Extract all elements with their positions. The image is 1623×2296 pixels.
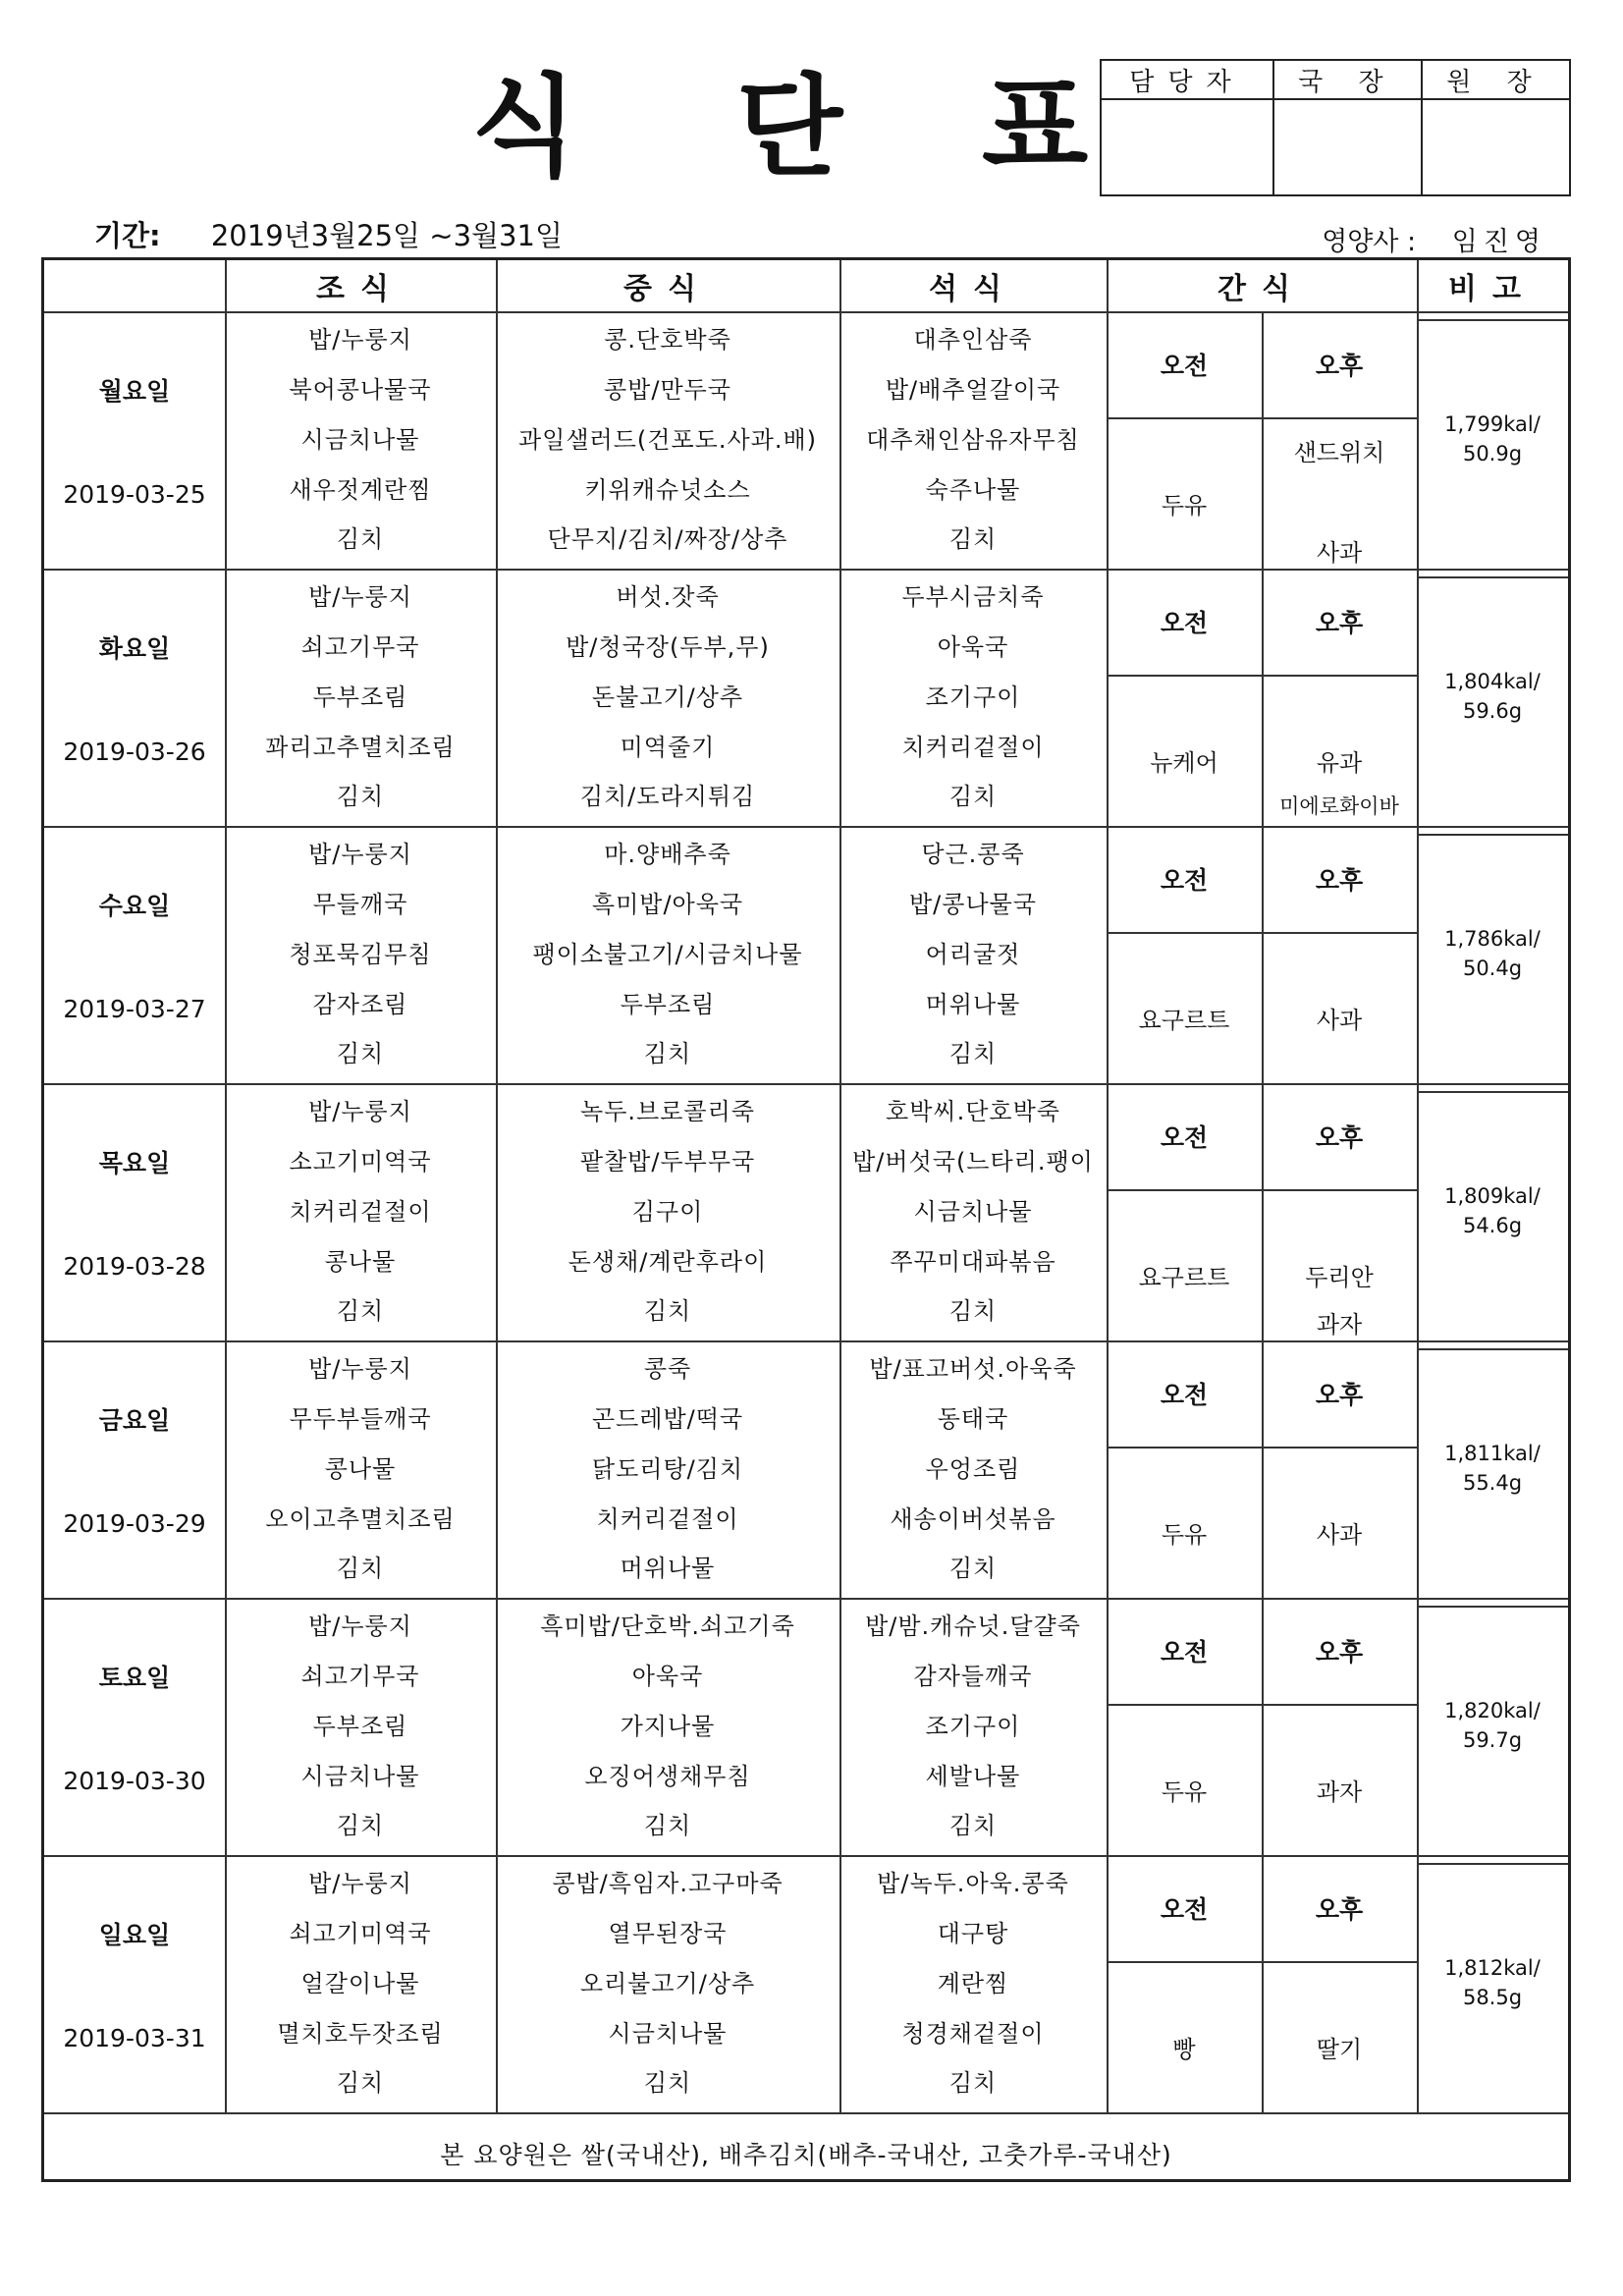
- menu-item: 소고기미역국: [289, 1148, 432, 1175]
- column-header-lunch: 중식: [623, 272, 712, 306]
- snack-am-item: 두유: [1161, 1521, 1208, 1549]
- menu-item: 쇠고기무국: [300, 633, 420, 661]
- note-line: 1,786kal/: [1444, 927, 1541, 951]
- menu-item: 두부조림: [312, 683, 408, 711]
- snack-am-label: 오전: [1160, 1381, 1209, 1409]
- menu-item: 치커리겉절이: [289, 1197, 432, 1226]
- meal-dinner: [839, 573, 1107, 822]
- snack-divider: [1107, 1447, 1417, 1449]
- meal-breakfast: [225, 573, 496, 822]
- meal-dinner: [839, 315, 1107, 565]
- menu-item: 밥/표고버섯.아욱죽: [869, 1355, 1077, 1384]
- snack-am-label: 오전: [1160, 1638, 1209, 1667]
- note-line: 1,804kal/: [1444, 670, 1541, 693]
- menu-item: 숙주나물: [925, 475, 1021, 504]
- snack-am-label: 오전: [1160, 1895, 1209, 1924]
- period: [94, 214, 563, 254]
- menu-item: 청경채겉절이: [901, 2019, 1045, 2048]
- snack-pm-item: 두리안: [1305, 1264, 1374, 1291]
- menu-item: 콩죽: [643, 1355, 692, 1384]
- menu-item: 호박씨.단호박죽: [886, 1098, 1060, 1126]
- menu-item: 대추채인삼유자무침: [866, 425, 1080, 454]
- snack-am-label: 오전: [1160, 609, 1209, 637]
- dietitian-name: 임진영: [1451, 227, 1546, 257]
- snack-am-item: 두유: [1161, 492, 1208, 519]
- menu-item: 우엉조림: [925, 1454, 1021, 1483]
- header-divider: [44, 311, 1568, 313]
- note-line: 1,809kal/: [1444, 1184, 1541, 1208]
- snack-pm-label: 오후: [1315, 1895, 1364, 1924]
- row-divider: [44, 826, 1568, 828]
- day-date: 2019-03-30: [63, 1767, 206, 1795]
- column-divider: [839, 260, 841, 2112]
- meal-dinner: [839, 1344, 1107, 1594]
- nutrition-note: [1417, 410, 1568, 469]
- menu-item: 두부조림: [620, 990, 716, 1018]
- menu-item: 미역줄기: [620, 733, 716, 761]
- menu-item: 오리불고기/상추: [579, 1969, 756, 1997]
- menu-item: 두부시금치죽: [901, 583, 1045, 612]
- menu-table: [41, 257, 1571, 2182]
- menu-item: 콩나물: [324, 1454, 397, 1483]
- menu-item: 북어콩나물국: [289, 376, 432, 404]
- menu-item: 김치: [643, 1040, 692, 1068]
- meal-dinner: [839, 830, 1107, 1079]
- meal-lunch: [496, 1602, 839, 1851]
- note-line: 59.7g: [1462, 1728, 1523, 1753]
- snack-am-item: 뉴케어: [1150, 749, 1218, 777]
- menu-item: 시금치나물: [608, 2019, 728, 2048]
- menu-item: 머위나물: [925, 990, 1021, 1018]
- snack-am-item: 요구르트: [1138, 1264, 1230, 1291]
- menu-item: 콩밥/흑임자.고구마죽: [552, 1870, 784, 1898]
- menu-item: 녹두.브로콜리죽: [580, 1098, 755, 1126]
- snack-pm-item: 과자: [1316, 1311, 1363, 1339]
- snack-pm-label: 오후: [1315, 352, 1364, 380]
- meal-dinner: [839, 1087, 1107, 1337]
- menu-item: 흑미밥/아욱국: [591, 891, 744, 918]
- menu-item: 김치: [948, 1040, 998, 1068]
- day-label: [44, 569, 225, 826]
- meal-lunch: [496, 1087, 839, 1337]
- menu-item: 밥/배추얼갈이국: [885, 376, 1061, 404]
- snack-pm-item: 사과: [1316, 539, 1363, 567]
- menu-item: 밥/누룽지: [308, 1098, 412, 1126]
- snack-pm-item: 유과: [1316, 749, 1363, 777]
- menu-item: 꽈리고추멸치조림: [265, 733, 456, 761]
- snack-divider: [1262, 569, 1264, 826]
- meal-breakfast: [225, 830, 496, 1079]
- nutrition-note: [1417, 1696, 1568, 1756]
- menu-item: 김치: [948, 1555, 998, 1583]
- snack-divider: [1262, 1340, 1264, 1598]
- day-date: 2019-03-29: [63, 1509, 206, 1538]
- day-name: 목요일: [98, 1149, 171, 1177]
- snack-pm-item: 샌드위치: [1293, 439, 1385, 466]
- menu-item: 닭도리탕/김치: [591, 1454, 744, 1483]
- nutrition-note: [1417, 667, 1568, 727]
- column-header-breakfast: 조식: [316, 272, 405, 306]
- menu-item: 김치: [336, 1040, 385, 1068]
- menu-item: 쭈꾸미대파볶음: [890, 1247, 1056, 1276]
- snack-am-item: 요구르트: [1138, 1007, 1230, 1034]
- menu-item: 계란찜: [937, 1969, 1009, 1997]
- day-date: 2019-03-31: [63, 2024, 206, 2052]
- menu-item: 콩나물: [324, 1247, 397, 1276]
- column-header-dinner: 석식: [929, 272, 1017, 306]
- menu-item: 밥/버섯국(느타리.팽이: [852, 1148, 1094, 1175]
- menu-item: 새우젓계란찜: [289, 475, 432, 504]
- menu-item: 무들깨국: [312, 891, 408, 918]
- menu-item: 멸치호두잣조림: [277, 2019, 444, 2048]
- day-name: 토요일: [98, 1664, 171, 1692]
- snack-pm-item: 사과: [1316, 1521, 1363, 1549]
- snack-divider: [1107, 1961, 1417, 1963]
- approval-sign-manager: [1101, 99, 1273, 195]
- snack-divider: [1107, 1189, 1417, 1191]
- snack-am-label: 오전: [1160, 1123, 1209, 1152]
- menu-item: 김치: [336, 2069, 385, 2098]
- note-line: 59.6g: [1462, 699, 1523, 724]
- menu-item: 대추인삼죽: [913, 326, 1033, 355]
- menu-item: 김치: [336, 1297, 385, 1326]
- note-divider: [1417, 1863, 1568, 1865]
- row-divider: [44, 569, 1568, 571]
- snack-pm-label: 오후: [1315, 1381, 1364, 1409]
- snack-divider: [1262, 311, 1264, 569]
- menu-item: 팽이소불고기/시금치나물: [532, 940, 803, 968]
- menu-item: 동태국: [937, 1405, 1009, 1433]
- title-char-2: 단: [736, 64, 847, 191]
- menu-item: 밥/밤.캐슈넛.달걀죽: [865, 1613, 1081, 1641]
- period-value: 2019년3월25일 ~3월31일: [210, 219, 563, 252]
- menu-item: 마.양배추죽: [604, 841, 731, 869]
- menu-item: 밥/누룽지: [308, 1355, 412, 1384]
- note-line: 1,812kal/: [1444, 1956, 1541, 1980]
- menu-item: 밥/누룽지: [308, 1613, 412, 1641]
- approval-box: [1100, 59, 1571, 196]
- snack-divider: [1107, 417, 1417, 419]
- snack-divider: [1107, 932, 1417, 934]
- column-divider: [225, 260, 227, 2112]
- snack-pm-label: 오후: [1315, 866, 1364, 895]
- menu-item: 어리굴젓: [925, 940, 1021, 968]
- snack-divider: [1262, 1855, 1264, 2112]
- note-divider: [1417, 319, 1568, 321]
- snack-pm-item: 사과: [1316, 1007, 1363, 1034]
- column-divider: [1107, 260, 1109, 2112]
- snack-pm-item: 딸기: [1316, 2036, 1363, 2063]
- meal-lunch: [496, 830, 839, 1079]
- menu-item: 아욱국: [631, 1663, 704, 1690]
- snack-pm-label: 오후: [1315, 1638, 1364, 1667]
- snack-divider: [1262, 1083, 1264, 1340]
- menu-item: 밥/누룽지: [308, 583, 412, 612]
- meal-dinner: [839, 1602, 1107, 1851]
- menu-item: 시금치나물: [913, 1197, 1033, 1226]
- row-divider: [44, 2112, 1568, 2114]
- menu-item: 두부조림: [312, 1712, 408, 1740]
- menu-item: 쇠고기무국: [300, 1663, 420, 1690]
- menu-item: 김구이: [631, 1197, 704, 1226]
- menu-item: 콩.단호박죽: [604, 326, 731, 355]
- menu-item: 머위나물: [620, 1555, 716, 1583]
- menu-item: 과일샐러드(건포도.사과.배): [517, 425, 817, 454]
- menu-item: 곤드레밥/떡국: [591, 1405, 744, 1433]
- menu-item: 김치: [643, 2069, 692, 2098]
- day-name: 월요일: [98, 377, 171, 406]
- menu-item: 감자조림: [312, 990, 408, 1018]
- menu-item: 조기구이: [925, 1712, 1021, 1740]
- menu-item: 김치: [336, 1555, 385, 1583]
- note-divider: [1417, 1348, 1568, 1350]
- meal-breakfast: [225, 315, 496, 565]
- nutrition-note: [1417, 924, 1568, 984]
- menu-item: 새송이버섯볶음: [890, 1504, 1056, 1533]
- menu-item: 밥/청국장(두부,무): [566, 633, 770, 661]
- menu-item: 김치: [643, 1812, 692, 1840]
- page-title: [412, 39, 1100, 196]
- approval-sign-head: [1422, 99, 1570, 195]
- origin-notice: 본 요양원은 쌀(국내산), 배추김치(배추-국내산, 고춧가루-국내산): [440, 2141, 1172, 2169]
- meal-breakfast: [225, 1087, 496, 1337]
- menu-item: 밥/누룽지: [308, 841, 412, 869]
- menu-item: 돈불고기/상추: [591, 683, 744, 711]
- row-divider: [44, 1855, 1568, 1857]
- menu-item: 김치: [948, 783, 998, 811]
- meal-dinner: [839, 1859, 1107, 2108]
- row-divider: [44, 1598, 1568, 1600]
- meal-breakfast: [225, 1859, 496, 2108]
- day-label: [44, 311, 225, 569]
- menu-item: 얼갈이나물: [300, 1969, 420, 1997]
- snack-divider: [1107, 675, 1417, 677]
- snack-am-label: 오전: [1160, 866, 1209, 895]
- snack-pm-label: 오후: [1315, 1123, 1364, 1152]
- menu-item: 오이고추멸치조림: [265, 1504, 456, 1533]
- menu-item: 감자들깨국: [913, 1663, 1033, 1690]
- row-divider: [44, 1083, 1568, 1085]
- menu-item: 밥/녹두.아욱.콩죽: [877, 1870, 1069, 1898]
- menu-item: 김치: [948, 1812, 998, 1840]
- meal-lunch: [496, 573, 839, 822]
- day-name: 일요일: [98, 1921, 171, 1949]
- day-name: 수요일: [98, 892, 171, 920]
- note-line: 50.4g: [1462, 957, 1523, 981]
- menu-item: 김치: [948, 1297, 998, 1326]
- menu-item: 시금치나물: [300, 1762, 420, 1790]
- day-label: [44, 1598, 225, 1855]
- menu-item: 키위캐슈넛소스: [584, 475, 751, 504]
- menu-item: 김치: [948, 525, 998, 554]
- title-char-1: 식: [471, 64, 582, 191]
- approval-sign-director: [1273, 99, 1422, 195]
- day-label: [44, 1855, 225, 2112]
- note-divider: [1417, 1091, 1568, 1093]
- snack-pm-item: 미에로화이바: [1279, 794, 1399, 818]
- menu-item: 흑미밥/단호박.쇠고기죽: [540, 1613, 795, 1641]
- meal-lunch: [496, 1859, 839, 2108]
- menu-item: 밥/누룽지: [308, 1870, 412, 1898]
- menu-item: 조기구이: [925, 683, 1021, 711]
- note-line: 55.4g: [1462, 1471, 1523, 1496]
- note-divider: [1417, 834, 1568, 836]
- day-date: 2019-03-28: [63, 1252, 206, 1281]
- snack-divider: [1262, 1598, 1264, 1855]
- menu-item: 당근.콩죽: [921, 841, 1025, 869]
- day-date: 2019-03-26: [63, 738, 206, 766]
- menu-item: 아욱국: [937, 633, 1009, 661]
- menu-item: 팥찰밥/두부무국: [579, 1148, 756, 1175]
- note-line: 1,811kal/: [1444, 1442, 1541, 1465]
- meal-breakfast: [225, 1344, 496, 1594]
- day-label: [44, 826, 225, 1083]
- snack-am-item: 빵: [1172, 2036, 1196, 2063]
- column-header-note: 비고: [1448, 272, 1537, 306]
- day-date: 2019-03-25: [63, 480, 206, 509]
- note-line: 50.9g: [1462, 442, 1523, 466]
- menu-item: 오징어생채무침: [584, 1762, 751, 1790]
- menu-item: 대구탕: [937, 1920, 1009, 1947]
- dietitian: [1322, 220, 1546, 258]
- day-name: 화요일: [98, 634, 171, 663]
- menu-item: 치커리겉절이: [596, 1504, 739, 1533]
- menu-item: 김치: [336, 525, 385, 554]
- column-header-snack: 간식: [1217, 272, 1306, 306]
- nutrition-note: [1417, 1181, 1568, 1241]
- menu-item: 김치: [336, 783, 385, 811]
- note-line: 54.6g: [1462, 1214, 1523, 1238]
- menu-item: 단무지/김치/짜장/상추: [547, 525, 788, 554]
- menu-item: 쇠고기미역국: [289, 1920, 432, 1947]
- column-divider: [496, 260, 498, 2112]
- menu-item: 김치: [948, 2069, 998, 2098]
- menu-item: 돈생채/계란후라이: [568, 1247, 768, 1276]
- menu-item: 김치: [643, 1297, 692, 1326]
- snack-divider: [1262, 826, 1264, 1083]
- period-label: 기간:: [94, 219, 161, 252]
- note-line: 1,820kal/: [1444, 1699, 1541, 1722]
- title-char-3: 표: [982, 64, 1093, 191]
- note-divider: [1417, 576, 1568, 578]
- meal-lunch: [496, 315, 839, 565]
- menu-item: 콩밥/만두국: [603, 376, 731, 404]
- menu-item: 시금치나물: [300, 425, 420, 454]
- day-name: 금요일: [98, 1406, 171, 1435]
- note-line: 1,799kal/: [1444, 412, 1541, 436]
- note-divider: [1417, 1606, 1568, 1608]
- nutrition-note: [1417, 1953, 1568, 2013]
- snack-pm-label: 오후: [1315, 609, 1364, 637]
- dietitian-label: 영양사 :: [1322, 227, 1417, 257]
- day-label: [44, 1083, 225, 1340]
- menu-item: 세발나물: [925, 1762, 1021, 1790]
- meal-breakfast: [225, 1602, 496, 1851]
- menu-item: 무두부들깨국: [289, 1405, 432, 1433]
- menu-item: 청포묵김무침: [289, 940, 432, 968]
- meal-lunch: [496, 1344, 839, 1594]
- day-date: 2019-03-27: [63, 995, 206, 1023]
- snack-pm-item: 과자: [1316, 1778, 1363, 1806]
- snack-am-item: 두유: [1161, 1778, 1208, 1806]
- note-line: 58.5g: [1462, 1986, 1523, 2010]
- menu-item: 밥/콩나물국: [908, 891, 1037, 918]
- snack-divider: [1107, 1704, 1417, 1706]
- day-label: [44, 1340, 225, 1598]
- snack-am-label: 오전: [1160, 352, 1209, 380]
- menu-item: 버섯.잣죽: [616, 583, 720, 612]
- menu-item: 밥/누룽지: [308, 326, 412, 355]
- column-divider: [1417, 260, 1419, 2112]
- nutrition-note: [1417, 1439, 1568, 1499]
- approval-header-director: 국 장: [1273, 60, 1422, 99]
- approval-header-manager: 담당자: [1101, 60, 1273, 99]
- row-divider: [44, 1340, 1568, 1342]
- menu-item: 치커리겉절이: [901, 733, 1045, 761]
- menu-item: 열무된장국: [608, 1920, 728, 1947]
- menu-item: 김치: [336, 1812, 385, 1840]
- menu-item: 가지나물: [620, 1712, 716, 1740]
- menu-item: 김치/도라지튀김: [579, 783, 756, 811]
- approval-header-head: 원 장: [1422, 60, 1570, 99]
